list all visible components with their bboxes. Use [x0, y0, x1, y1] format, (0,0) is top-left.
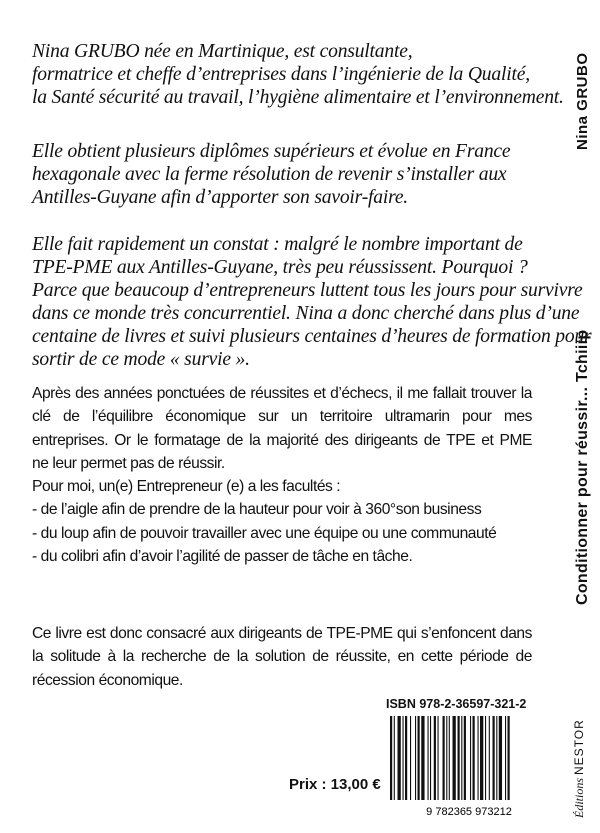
barcode-bar [453, 716, 456, 800]
barcode-bar [438, 716, 439, 800]
barcode-bar [505, 716, 506, 800]
barcode-bar [415, 716, 416, 800]
faculties-intro: Pour moi, un(e) Entrepreneur (e) a les facultés : [32, 478, 341, 496]
body-line: récession économique. [32, 671, 183, 689]
bio-line: TPE-PME aux Antilles-Guyane, très peu réussissent. Pourquoi ? [32, 257, 528, 278]
barcode-bar [405, 716, 407, 800]
barcode-bar [478, 716, 479, 800]
bio-line: Nina GRUBO née en Martinique, est consultante, [32, 41, 413, 62]
barcode-bar [496, 716, 497, 800]
barcode [388, 714, 550, 818]
barcode-bar [473, 716, 475, 800]
barcode-bar [418, 716, 420, 800]
bio-paragraph-1 [32, 40, 564, 109]
barcode-bar [461, 716, 462, 800]
barcode-bar [390, 716, 392, 800]
barcode-bar [493, 716, 495, 800]
intro-paragraph [32, 382, 532, 568]
barcode-bar [489, 716, 490, 800]
barcode-bar [398, 716, 401, 800]
bio-line: Antilles-Guyane afin d’apporter son savoir-faire. [32, 187, 409, 208]
barcode-bar [421, 716, 424, 800]
barcode-bar [458, 716, 460, 800]
barcode-bar [410, 716, 411, 800]
barcode-bar [464, 716, 466, 800]
barcode-bar [428, 716, 429, 800]
barcode-bar [434, 716, 436, 800]
bio-line: centaine de livres et suivi plusieurs centaines d’heures de formation pour [32, 326, 592, 347]
bio-line: sortir de ce mode « survie ». [32, 349, 250, 370]
barcode-bar [446, 716, 447, 800]
faculty-item: - de l’aigle afin de prendre de la hauteur pour voir à 360°son business [32, 501, 482, 519]
publisher-name: NESTOR [572, 719, 586, 775]
publisher-prefix: Éditions [572, 777, 586, 818]
bio-line: la Santé sécurité au travail, l’hygiène alimentaire et l’environnement. [32, 87, 564, 108]
body-line: Ce livre est donc consacré aux dirigeants de TPE-PME qui s’enfoncent dans [32, 625, 532, 642]
barcode-digits: 9 782365 973212 [426, 806, 512, 818]
barcode-bars [390, 716, 510, 800]
book-spine [556, 0, 596, 833]
barcode-bar [443, 716, 445, 800]
barcode-bar [430, 716, 431, 800]
bio-line: Elle obtient plusieurs diplômes supérieurs et évolue en France [32, 141, 511, 162]
barcode-bar [480, 716, 483, 800]
bio-line: hexagonale avec la ferme résolution de revenir s’installer aux [32, 164, 507, 185]
body-line: entreprises. Or le formatage de la majorité des dirigeants de TPE et PME [32, 431, 532, 449]
spine-author: Nina GRUBO [574, 52, 591, 150]
barcode-bar [499, 716, 502, 800]
barcode-bar [394, 716, 395, 800]
bio-line: Elle fait rapidement un constat : malgré le nombre important de [32, 234, 523, 255]
barcode-bar [508, 716, 510, 800]
faculty-item: - du colibri afin d’avoir l’agilité de passer de tâche en tâche. [32, 548, 413, 566]
body-line: ne leur permet pas de réussir. [32, 454, 225, 472]
barcode-bar [403, 716, 404, 800]
price-label: Prix : 13,00 € [289, 776, 381, 793]
body-line: la solitude à la recherche de la solution de réussite, en cette période de [32, 648, 532, 666]
bio-line: Parce que beaucoup d’entrepreneurs luttent tous les jours pour survivre [32, 280, 583, 301]
publisher-logo [572, 719, 587, 818]
body-line: Après des années ponctuées de réussites et d’échecs, il me fallait trouver la [32, 385, 532, 402]
faculty-item: - du loup afin de pouvoir travailler avec une équipe ou une communauté [32, 524, 497, 542]
barcode-bar [449, 716, 450, 800]
bio-paragraph-2 [32, 140, 532, 209]
bio-line: dans ce monde très concurrentiel. Nina a donc cherché dans plus d’une [32, 303, 580, 324]
body-line: clé de l’équilibre économique sur un territoire ultramarin pour mes [32, 408, 532, 426]
closing-paragraph [32, 622, 532, 692]
bio-line: formatrice et cheffe d’entreprises dans l’ingénierie de la Qualité, [32, 64, 530, 85]
isbn-label: ISBN 978-2-36597-321-2 [386, 697, 527, 711]
bio-paragraph-3 [32, 233, 592, 371]
spine-title: Conditionner pour réussir... Tchiiip [574, 329, 591, 605]
barcode-bar [470, 716, 471, 800]
barcode-bar [485, 716, 486, 800]
